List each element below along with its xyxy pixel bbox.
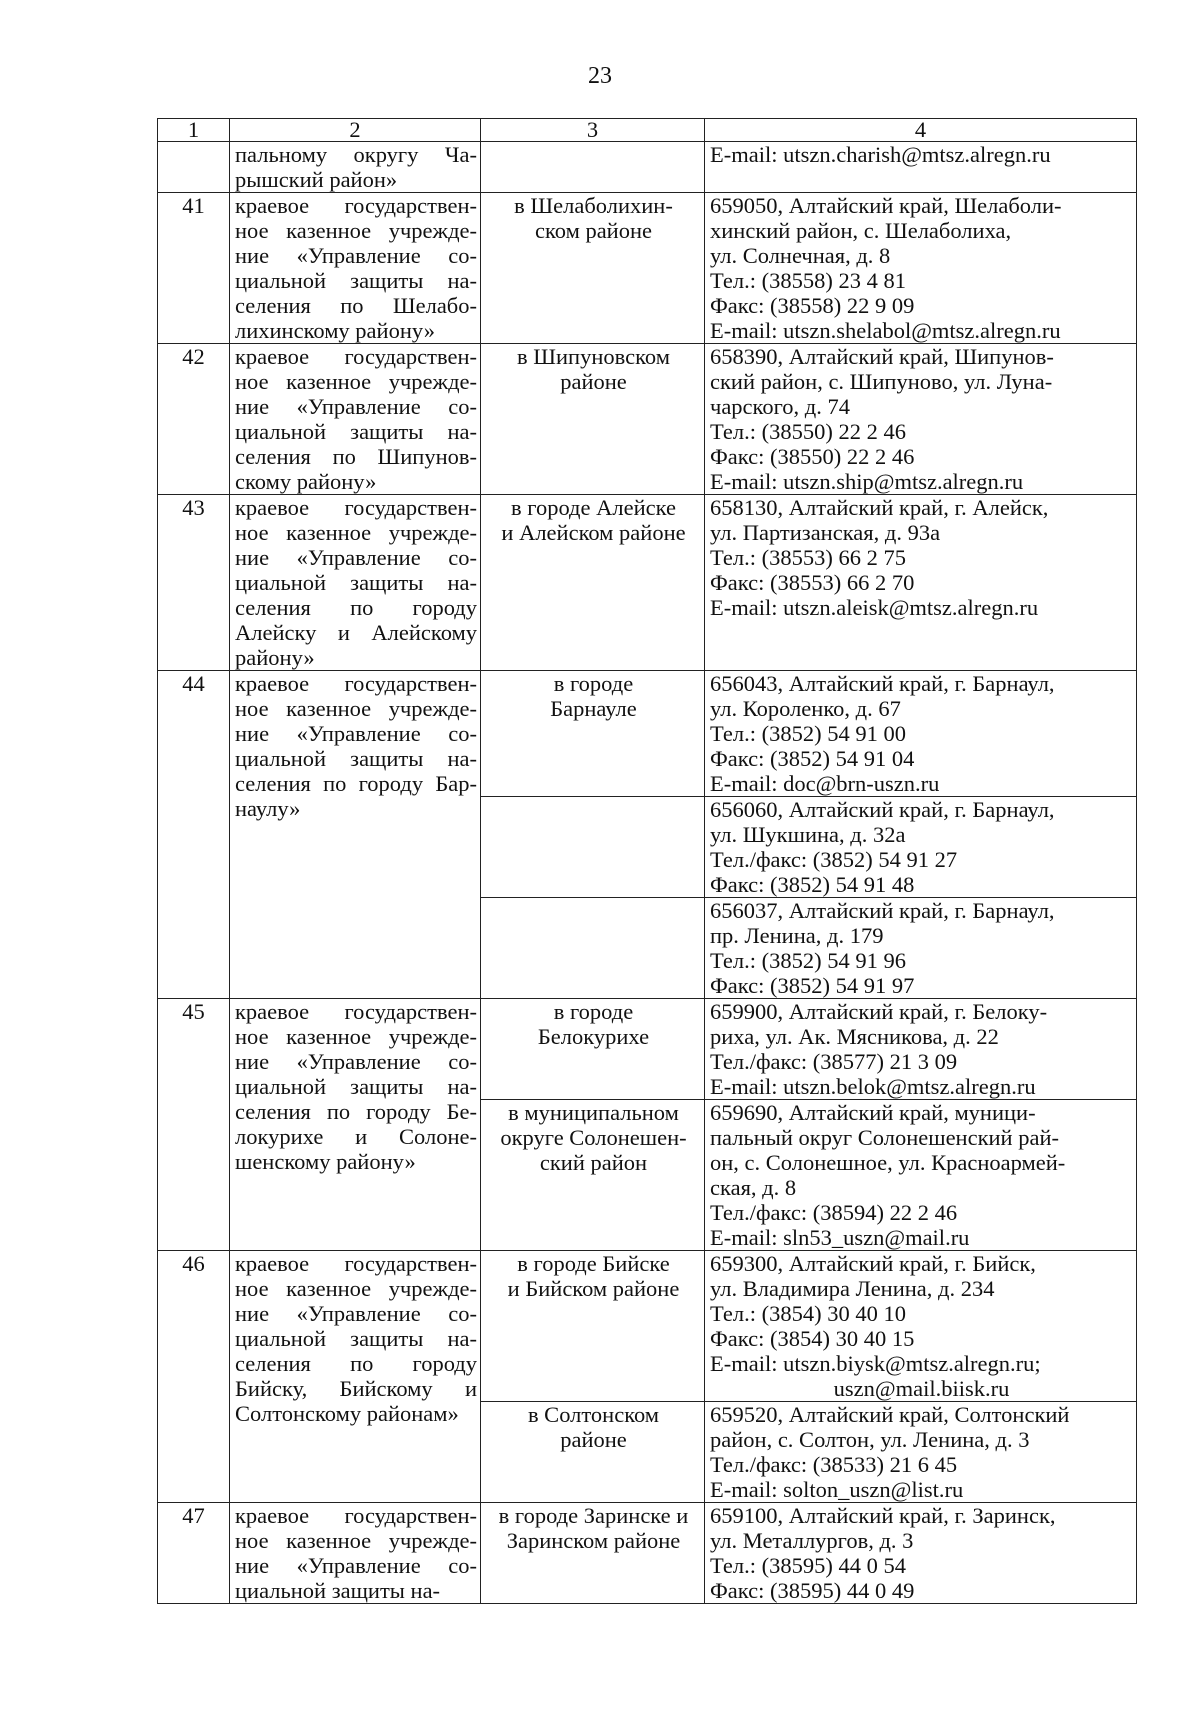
service-territory [481,193,705,344]
organization-line: ние «Управление со- [235,721,477,746]
territory-line: и Алейском районе [501,520,686,545]
contact-details [705,193,1137,344]
organization-line: ное казенное учрежде- [235,1528,477,1553]
organization-line: краевое государствен- [235,344,477,369]
row-number: 42 [158,344,230,495]
service-territory [481,797,705,898]
contact-line: 656037, Алтайский край, г. Барнаул, [710,898,1055,923]
contact-details [705,344,1137,495]
organization-line: циальной защиты на- [235,1578,441,1603]
organization-line: ние «Управление со- [235,1049,477,1074]
contact-line: ская, д. 8 [710,1175,797,1200]
table-row [158,495,1137,671]
territory-line: Белокурихе [537,1024,650,1049]
organization-line: лихинскому району» [235,318,435,343]
contact-line: E-mail: utszn.charish@mtsz.alregn.ru [710,142,1051,167]
contact-line: 659300, Алтайский край, г. Бийск, [710,1251,1036,1276]
table-body [158,119,1137,1604]
contact-line: 659050, Алтайский край, Шелаболи- [710,193,1062,218]
row-number: 46 [158,1251,230,1503]
organization-line: краевое государствен- [235,1503,477,1528]
social-protection-offices-table [157,118,1137,1604]
contact-line: E-mail: utszn.shelabol@mtsz.alregn.ru [710,318,1061,343]
territory-line: округе Солонешен- [500,1125,687,1150]
territory-line: в городе [553,671,634,696]
organization-line: ное казенное учрежде- [235,1024,477,1049]
contact-details [705,1251,1137,1402]
organization-line: Алейску и Алейскому [235,620,477,645]
table-row [158,193,1137,344]
organization-line: наулу» [235,796,301,821]
contact-line: 656060, Алтайский край, г. Барнаул, [710,797,1055,822]
organization-name [230,1251,481,1503]
organization-line: локурихе и Солоне- [235,1124,477,1149]
organization-line: селения по городу Бар- [235,771,477,796]
service-territory [481,1402,705,1503]
organization-line: селения по Шипунов- [235,444,477,469]
contact-line: Тел.: (3852) 54 91 00 [710,721,906,746]
organization-line: ние «Управление со- [235,1553,477,1578]
contact-line: район, с. Солтон, ул. Ленина, д. 3 [710,1427,1030,1452]
contact-line: 656043, Алтайский край, г. Барнаул, [710,671,1055,696]
contact-line: E-mail: sln53_uszn@mail.ru [710,1225,970,1250]
contact-line: Тел./факс: (38594) 22 2 46 [710,1200,958,1225]
contact-line: риха, ул. Ак. Мясникова, д. 22 [710,1024,999,1049]
organization-line: селения по Шелабо- [235,293,477,318]
contact-details [705,898,1137,999]
contact-details [705,1402,1137,1503]
contact-line: Факс: (38550) 22 2 46 [710,444,915,469]
row-number: 44 [158,671,230,999]
organization-line: скому району» [235,469,377,494]
organization-line: селения по городу [235,595,477,620]
organization-line: краевое государствен- [235,999,477,1024]
contact-line: хинский район, с. Шелаболиха, [710,218,1012,243]
contact-line: 658130, Алтайский край, г. Алейск, [710,495,1049,520]
table-header-row [158,119,1137,142]
territory-line: и Бийском районе [507,1276,680,1301]
organization-line: ние «Управление со- [235,243,477,268]
organization-line: циальной защиты на- [235,1074,477,1099]
service-territory [481,495,705,671]
service-territory [481,1251,705,1402]
territory-line: в муниципальном [508,1100,679,1125]
page-number: 23 [588,63,612,89]
column-header-contacts: 4 [705,119,1137,142]
contact-line: Факс: (3852) 54 91 48 [710,872,915,897]
organization-line: краевое государствен- [235,671,477,696]
contact-line: Тел.: (3854) 30 40 10 [710,1301,906,1326]
contact-line: ский район, с. Шипуново, ул. Луна- [710,369,1053,394]
contact-line: Тел.: (38553) 66 2 75 [710,545,906,570]
contact-line: пальный округ Солонешенский рай- [710,1125,1059,1150]
contact-line: Факс: (38553) 66 2 70 [710,570,915,595]
contact-line: E-mail: utszn.aleisk@mtsz.alregn.ru [710,595,1039,620]
organization-line: шенскому району» [235,1149,416,1174]
territory-line: районе [560,369,627,394]
table-row [158,999,1137,1100]
organization-line: циальной защиты на- [235,419,477,444]
contact-line: ул. Солнечная, д. 8 [710,243,891,268]
territory-line: в Шипуновском [517,344,670,369]
table-row [158,671,1137,797]
organization-line: рышский район» [235,167,398,192]
contact-line: 659100, Алтайский край, г. Заринск, [710,1503,1056,1528]
organization-name [230,344,481,495]
organization-line: циальной защиты на- [235,570,477,595]
contact-line: Факс: (38558) 22 9 09 [710,293,915,318]
territory-line: в городе Алейске [511,495,676,520]
contact-line: 658390, Алтайский край, Шипунов- [710,344,1054,369]
organization-name [230,1503,481,1604]
contact-line: uszn@mail.biisk.ru [833,1376,1010,1401]
contact-line: Факс: (3854) 30 40 15 [710,1326,915,1351]
contact-line: Тел.: (38595) 44 0 54 [710,1553,906,1578]
row-number [158,142,230,193]
organization-line: ное казенное учрежде- [235,218,477,243]
organization-line: району» [235,645,315,670]
contact-line: E-mail: utszn.biysk@mtsz.alregn.ru; [710,1351,1041,1376]
contact-line: Факс: (3852) 54 91 97 [710,973,915,998]
organization-name [230,193,481,344]
contact-line: ул. Владимира Ленина, д. 234 [710,1276,995,1301]
column-header-number: 1 [158,119,230,142]
organization-name [230,999,481,1251]
row-number: 43 [158,495,230,671]
contact-line: Тел.: (38550) 22 2 46 [710,419,906,444]
contact-line: E-mail: utszn.belok@mtsz.alregn.ru [710,1074,1036,1099]
contact-line: Тел.: (3852) 54 91 96 [710,948,906,973]
organization-line: ние «Управление со- [235,1301,477,1326]
territory-line: в городе Заринске и [498,1503,689,1528]
service-territory [481,898,705,999]
territory-line: в Шелаболихин- [514,193,673,218]
organization-line: ние «Управление со- [235,545,477,570]
organization-name [230,495,481,671]
column-header-organization: 2 [230,119,481,142]
service-territory [481,999,705,1100]
contact-line: Тел./факс: (38577) 21 3 09 [710,1049,958,1074]
contact-line: ул. Металлургов, д. 3 [710,1528,914,1553]
organization-line: Солтонскому районам» [235,1401,459,1426]
service-territory [481,1100,705,1251]
contact-line: 659690, Алтайский край, муници- [710,1100,1036,1125]
organization-line: краевое государствен- [235,193,477,218]
contact-details [705,142,1137,193]
territory-line: в Солтонском [527,1402,660,1427]
contact-line: чарского, д. 74 [710,394,850,419]
contact-line: ул. Шукшина, д. 32а [710,822,906,847]
row-number: 47 [158,1503,230,1604]
table-row [158,142,1137,193]
territory-line: Заринском районе [506,1528,681,1553]
contact-line: 659520, Алтайский край, Солтонский [710,1402,1070,1427]
organization-name [230,671,481,999]
table-row [158,344,1137,495]
row-number: 41 [158,193,230,344]
contact-line: ул. Партизанская, д. 93а [710,520,941,545]
territory-line: в городе Бийске [517,1251,670,1276]
organization-line: ное казенное учрежде- [235,520,477,545]
contact-line: Тел./факс: (38533) 21 6 45 [710,1452,958,1477]
column-header-territory: 3 [481,119,705,142]
table-row [158,1251,1137,1402]
contact-details [705,495,1137,671]
service-territory [481,671,705,797]
contact-line: E-mail: utszn.ship@mtsz.alregn.ru [710,469,1024,494]
organization-line: ние «Управление со- [235,394,477,419]
organization-line: циальной защиты на- [235,746,477,771]
contact-line: пр. Ленина, д. 179 [710,923,884,948]
territory-line: районе [560,1427,627,1452]
service-territory [481,142,705,193]
contact-line: E-mail: solton_uszn@list.ru [710,1477,964,1502]
contact-details [705,1503,1137,1604]
organization-name [230,142,481,193]
row-number: 45 [158,999,230,1251]
contact-line: Факс: (3852) 54 91 04 [710,746,915,771]
territory-line: в городе [553,999,634,1024]
organization-line: циальной защиты на- [235,268,477,293]
organization-line: ное казенное учрежде- [235,696,477,721]
territory-line: ском районе [534,218,652,243]
organization-line: селения по городу Бе- [235,1099,477,1124]
contact-details [705,671,1137,797]
organization-line: краевое государствен- [235,495,477,520]
organization-line: ное казенное учрежде- [235,1276,477,1301]
contact-line: Факс: (38595) 44 0 49 [710,1578,915,1603]
table-row [158,1503,1137,1604]
contact-line: E-mail: doc@brn-uszn.ru [710,771,940,796]
contact-details [705,999,1137,1100]
organization-line: пальному округу Ча- [235,142,477,167]
organization-line: ное казенное учрежде- [235,369,477,394]
organization-line: краевое государствен- [235,1251,477,1276]
contact-details [705,797,1137,898]
organization-line: Бийску, Бийскому и [235,1376,477,1401]
contact-line: он, с. Солонешное, ул. Красноармей- [710,1150,1066,1175]
contact-line: Тел.: (38558) 23 4 81 [710,268,906,293]
service-territory [481,344,705,495]
contact-details [705,1100,1137,1251]
contact-line: ул. Короленко, д. 67 [710,696,901,721]
territory-line: ский район [539,1150,648,1175]
contact-line: Тел./факс: (3852) 54 91 27 [710,847,958,872]
organization-line: циальной защиты на- [235,1326,477,1351]
territory-line: Барнауле [550,696,637,721]
service-territory [481,1503,705,1604]
contact-line: 659900, Алтайский край, г. Белоку- [710,999,1048,1024]
organization-line: селения по городу [235,1351,477,1376]
